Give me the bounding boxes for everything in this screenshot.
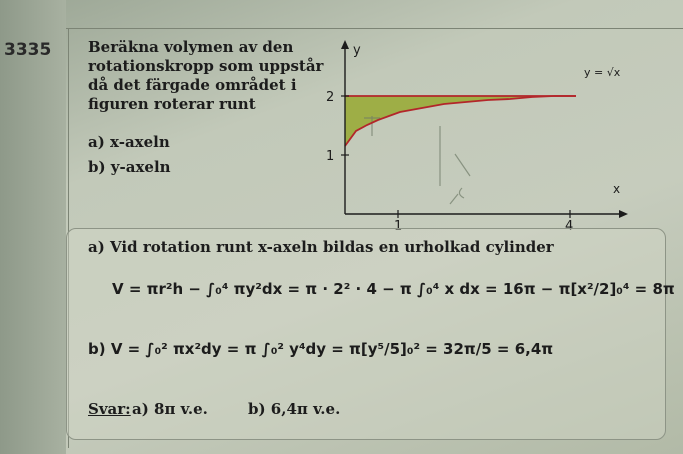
y-tick-label-2: 2 — [326, 90, 335, 105]
answer-label: Svar: — [88, 400, 131, 418]
solution-b-equation: b) V = ∫₀² πx²dy = π ∫₀² y⁴dy = π[y⁵/5]₀² = 32π/5 = 6,4π — [88, 340, 554, 358]
y-axis-arrow — [341, 40, 349, 49]
curve-label: y = √x — [584, 66, 621, 79]
problem-number: 3335 — [4, 40, 52, 60]
x-tick-label-1: 1 — [394, 219, 403, 232]
y-axis-label: y — [353, 43, 361, 58]
page-margin — [0, 0, 66, 454]
x-axis-arrow — [619, 210, 628, 218]
x-axis-label: x — [613, 182, 621, 196]
question-line-2: rotationskropp som uppstår — [88, 57, 324, 75]
solution-a-title: a) Vid rotation runt x-axeln bildas en urholkad cylinder — [88, 238, 554, 256]
x-tick-label-4: 4 — [565, 219, 574, 232]
y-tick-label-1: 1 — [326, 149, 335, 164]
answer-a: a) 8π v.e. — [132, 400, 208, 418]
part-a-prompt: a) x-axeln — [88, 133, 170, 151]
part-b-prompt: b) y-axeln — [88, 158, 171, 176]
pencil-marks — [364, 116, 470, 204]
divider-top — [66, 28, 683, 29]
answer-b: b) 6,4π v.e. — [248, 400, 341, 418]
rotation-figure — [300, 36, 630, 232]
shaded-region — [345, 96, 576, 146]
question-line-4: figuren roterar runt — [88, 95, 256, 113]
solution-a-equation: V = πr²h − ∫₀⁴ πy²dx = π · 2² · 4 − π ∫₀⁴ x dx = 16π − π[x²/2]₀⁴ = 8π — [112, 280, 675, 298]
question-line-3: då det färgade området i — [88, 76, 297, 94]
question-line-1: Beräkna volymen av den — [88, 38, 294, 56]
